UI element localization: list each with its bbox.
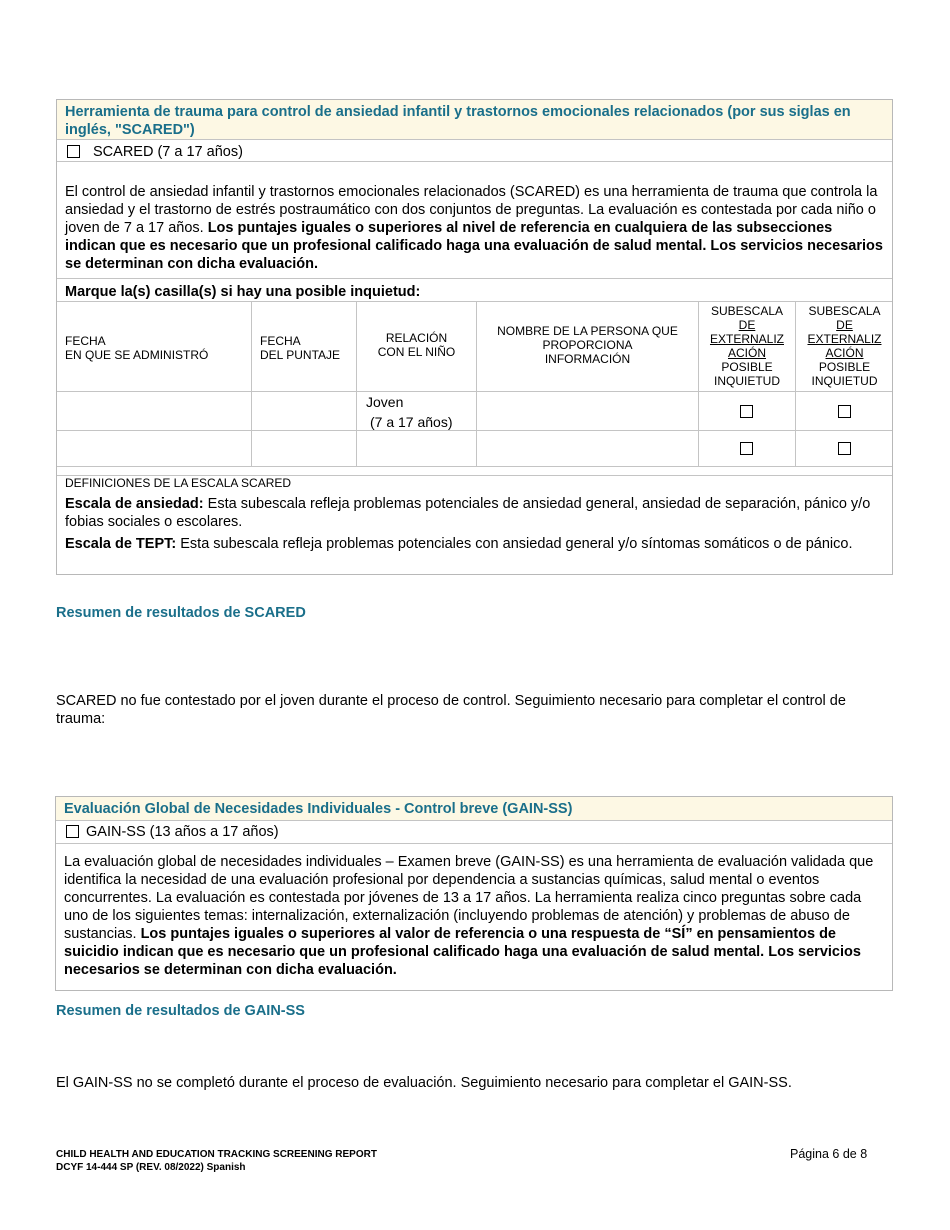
gain-summary-text: El GAIN-SS no se completó durante el proceso de evaluación. Seguimiento necesario para completar el GAIN-SS. [56,1075,792,1091]
definition-tept: Escala de TEPT: Esta subescala refleja problemas potenciales con ansiedad general y/o síntomas somáticos o de pánico. [65,536,853,552]
definition-anxiety: Escala de ansiedad: Esta subescala refleja problemas potenciales de ansiedad general, ansiedad de separación, pánico y/o fobias sociales o escolares. [65,496,871,530]
page-number: Página 6 de 8 [790,1147,868,1161]
scared-checkbox-label: SCARED (7 a 17 años) [93,144,243,160]
col-subescala-1: SUBESCALA DE EXTERNALIZ ACIÓN POSIBLE INQUIETUD [709,304,784,388]
scared-title: Herramienta de trauma para control de ansiedad infantil y trastornos emocionales relacionados (por sus siglas en inglés, "SCARED") [65,104,851,138]
row-2-subescala-2-checkbox[interactable] [838,442,851,455]
definitions-heading: DEFINICIONES DE LA ESCALA SCARED [65,476,292,490]
footer-form-title: CHILD HEALTH AND EDUCATION TRACKING SCREENING REPORT DCYF 14-444 SP (REV. 08/2022) Spanish [56,1149,377,1173]
gain-checkbox[interactable] [66,825,79,838]
col-nombre-informante: NOMBRE DE LA PERSONA QUE PROPORCIONA INFORMACIÓN [497,324,678,366]
scared-summary-heading: Resumen de resultados de SCARED [56,605,306,621]
col-subescala-2: SUBESCALA DE EXTERNALIZ ACIÓN POSIBLE INQUIETUD [807,304,882,388]
gain-summary-heading: Resumen de resultados de GAIN-SS [56,1003,305,1019]
col-fecha-administro: FECHA EN QUE SE ADMINISTRÓ [65,334,209,362]
gain-checkbox-label: GAIN-SS (13 años a 17 años) [86,824,279,840]
col-fecha-puntaje: FECHA DEL PUNTAJE [260,334,341,362]
scared-section [56,99,893,575]
scared-summary-text: SCARED no fue contestado por el joven durante el proceso de control. Seguimiento necesario para completar el control de trauma: [56,693,846,727]
gain-description: La evaluación global de necesidades individuales – Examen breve (GAIN-SS) es una herramienta de evaluación validada que identifica la necesidad de una evaluación profesional por dependencia a sustancias químicas, salud mental o eventos concurrentes. La evaluación es contestada por jóvenes de 13 a 17 años. La herramienta realiza cinco preguntas sobre cada uno de los siguientes temas: internalización, externalización (incluyendo problemas de atención) y problemas de abuso de sustancias. Los puntajes iguales o superiores al valor de referencia o una respuesta de “SÍ” en pensamientos de suicidio indican que es necesario que un profesional calificado haga una evaluación de salud mental. Los servicios necesarios se determinan con dicha evaluación. [64,854,874,978]
col-relacion: RELACIÓN CON EL NIÑO [377,331,456,359]
scared-checkbox[interactable] [67,145,80,158]
row-2-subescala-1-checkbox[interactable] [740,442,753,455]
scared-description: El control de ansiedad infantil y trastornos emocionales relacionados (SCARED) es una herramienta de trauma que controla la ansiedad y el trastorno de estrés postraumático con dos conjuntos de preguntas. La evaluación es contestada por cada niño o joven de 7 a 17 años. Los puntajes iguales o superiores al nivel de referencia en cualquiera de las subsecciones indican que es necesario que un profesional calificado haga una evaluación de salud mental. Los servicios necesarios se determinan con dicha evaluación. [65,184,883,272]
gain-section [55,796,893,991]
row-1-subescala-2-checkbox[interactable] [838,405,851,418]
table-row-1-relacion: Joven (7 a 17 años) [366,394,453,430]
mark-boxes-instruction: Marque la(s) casilla(s) si hay una posible inquietud: [65,284,421,300]
gain-title: Evaluación Global de Necesidades Individuales - Control breve (GAIN-SS) [64,801,573,817]
row-1-subescala-1-checkbox[interactable] [740,405,753,418]
